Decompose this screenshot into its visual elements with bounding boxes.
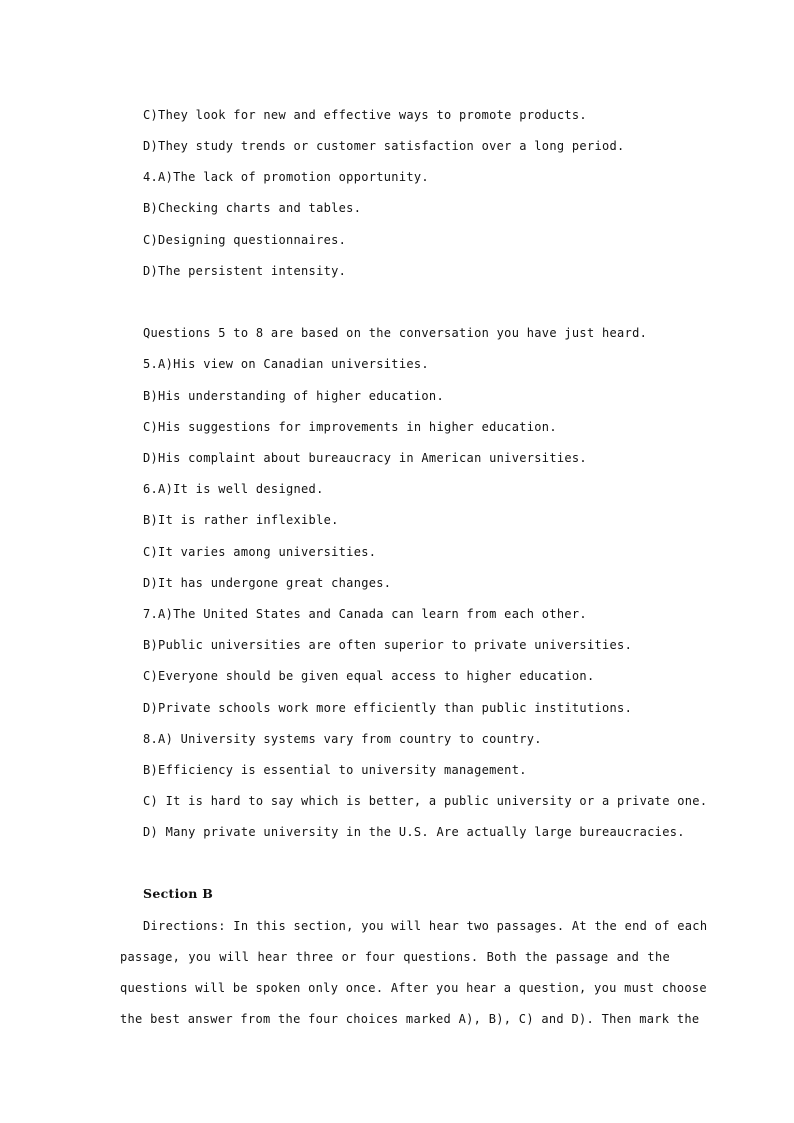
answer-option-4a: 4.A)The lack of promotion opportunity. (143, 170, 429, 184)
answer-option-7b: B)Public universities are often superior to private universities. (143, 638, 633, 652)
answer-option-8d: D) Many private university in the U.S. Are actually large bureaucracies. (143, 825, 685, 839)
directions-line: Directions: In this section, you will hear two passages. At the end of each (143, 919, 708, 933)
directions-line: questions will be spoken only once. After you hear a question, you must choose (120, 981, 707, 995)
answer-option-5d: D)His complaint about bureaucracy in American universities. (143, 451, 587, 465)
directions-line: the best answer from the four choices marked A), B), C) and D). Then mark the (120, 1012, 700, 1026)
section-heading: Section B (143, 886, 214, 901)
answer-option-7c: C)Everyone should be given equal access to higher education. (143, 669, 595, 683)
answer-option-4d: D)The persistent intensity. (143, 264, 347, 278)
answer-option-8b: B)Efficiency is essential to university management. (143, 763, 527, 777)
answer-option-6d: D)It has undergone great changes. (143, 576, 392, 590)
answer-option-6a: 6.A)It is well designed. (143, 482, 324, 496)
directions-line: passage, you will hear three or four questions. Both the passage and the (120, 950, 670, 964)
answer-option-5b: B)His understanding of higher education. (143, 389, 444, 403)
answer-option-5a: 5.A)His view on Canadian universities. (143, 357, 429, 371)
answer-option-3c: C)They look for new and effective ways to promote products. (143, 108, 587, 122)
answer-option-7d: D)Private schools work more efficiently than public institutions. (143, 701, 633, 715)
answer-option-4b: B)Checking charts and tables. (143, 201, 362, 215)
answer-option-7a: 7.A)The United States and Canada can learn from each other. (143, 607, 587, 621)
answer-option-4c: C)Designing questionnaires. (143, 233, 347, 247)
questions-5-8-intro: Questions 5 to 8 are based on the conversation you have just heard. (143, 326, 648, 340)
answer-option-6c: C)It varies among universities. (143, 545, 377, 559)
answer-option-8c: C) It is hard to say which is better, a public university or a private one. (143, 794, 708, 808)
answer-option-8a: 8.A) University systems vary from country to country. (143, 732, 542, 746)
answer-option-3d: D)They study trends or customer satisfaction over a long period. (143, 139, 625, 153)
answer-option-6b: B)It is rather inflexible. (143, 513, 339, 527)
directions-paragraph (120, 919, 708, 1043)
answer-option-5c: C)His suggestions for improvements in higher education. (143, 420, 557, 434)
